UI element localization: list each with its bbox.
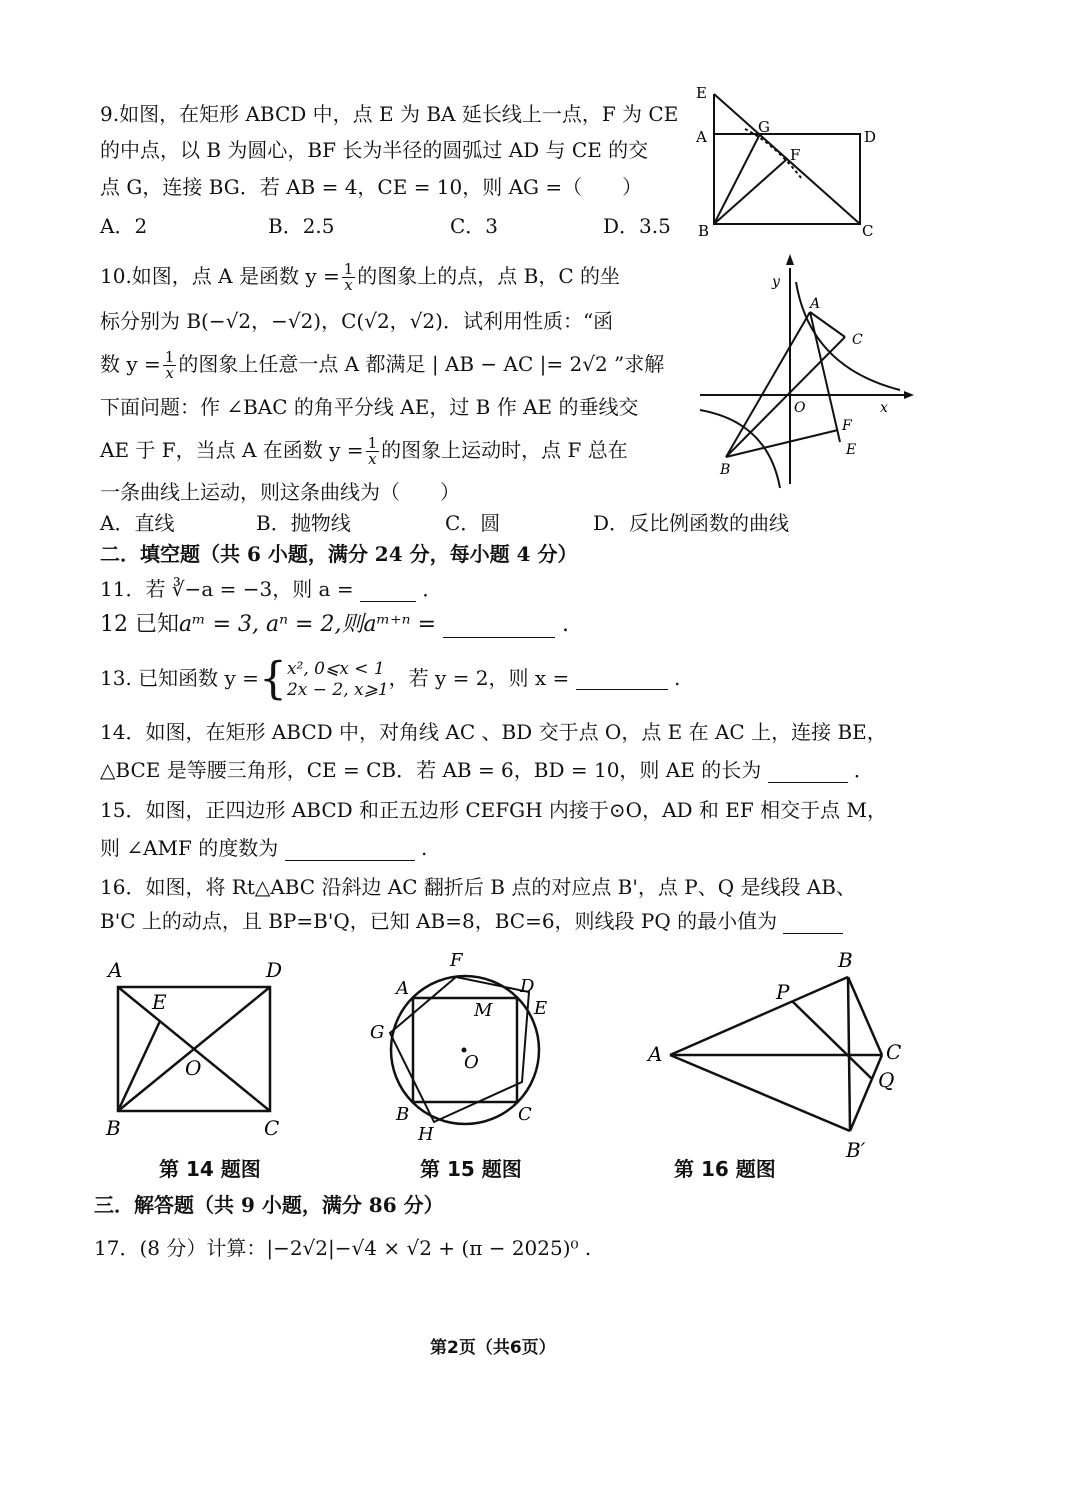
fig15-label-g: G <box>370 1022 385 1043</box>
q15-suffix: . <box>421 836 428 860</box>
q10-label-c: C <box>852 332 863 348</box>
q10-line-3 <box>100 350 664 381</box>
q9-line-bg <box>714 134 760 224</box>
fig14-label-e: E <box>152 990 167 1014</box>
q13-case-1: x², 0⩽x < 1 <box>286 658 385 679</box>
q10-fraction-1 <box>342 262 356 293</box>
fig16-label-p: P <box>776 980 790 1004</box>
q10-option-d: D．反比例函数的曲线 <box>593 511 790 535</box>
q10-label-a: A <box>810 296 821 312</box>
q10-frac-den-2: x <box>165 364 174 382</box>
q15-line-2 <box>100 835 427 861</box>
fig15-label-o: O <box>464 1052 479 1073</box>
q12-expr: aᵐ = 3, aⁿ = 2,则aᵐ⁺ⁿ = <box>179 612 437 637</box>
q10-label-e: E <box>846 442 857 458</box>
fig14-label-c: C <box>264 1116 280 1140</box>
q10-line-3-b: 的图象上任意一点 A 都满足 | AB − AC |= 2√2 ”求解 <box>178 352 665 376</box>
q9-line-1: 9.如图，在矩形 ABCD 中，点 E 为 BA 延长线上一点，F 为 CE <box>100 102 679 126</box>
fig15-label-b: B <box>396 1104 410 1125</box>
fig15-label-a: A <box>396 978 409 999</box>
q10-line-1-b: 的图象上的点，点 B，C 的坐 <box>357 264 621 288</box>
fig14-line-be <box>118 1021 160 1111</box>
q9-figure <box>690 84 890 244</box>
q13 <box>100 652 680 704</box>
q13-suffix: . <box>674 666 681 690</box>
q10-label-f: F <box>842 418 852 434</box>
q10-line-5-a: AE 于 F，当点 A 在函数 y = <box>100 438 364 462</box>
fig14-caption: 第 14 题图 <box>159 1157 261 1181</box>
fig16-line-ab <box>670 977 848 1055</box>
q14-suffix: ． <box>853 758 874 782</box>
q10-line-5 <box>100 436 628 467</box>
fig16-label-q: Q <box>878 1068 895 1092</box>
q10-frac-num-1: 1 <box>343 260 354 278</box>
fig16-caption: 第 16 题图 <box>674 1157 776 1181</box>
q9-line-2: 的中点，以 B 为圆心，BF 长为半径的圆弧过 AD 与 CE 的交 <box>100 138 649 162</box>
q11-expr: ∛−a = −3，则 a = <box>171 577 354 601</box>
q12-prefix: 12 已知 <box>100 612 179 637</box>
q14-answer-blank[interactable] <box>768 762 848 783</box>
fig14-label-b: B <box>106 1116 121 1140</box>
fig14-label-a: A <box>108 958 123 982</box>
q16-answer-blank[interactable] <box>783 913 843 934</box>
q10-line-6: 一条曲线上运动，则这条曲线为（ ） <box>100 480 460 504</box>
q9-line-3: 点 G，连接 BG．若 AB = 4，CE = 10，则 AG =（ ） <box>100 175 643 199</box>
q10-figure <box>700 262 910 492</box>
section-2-heading: 二．填空题（共 6 小题，满分 24 分，每小题 4 分） <box>100 542 578 566</box>
q14-line-2-text: △BCE 是等腰三角形，CE = CB．若 AB = 6，BD = 10，则 AE 的长为 <box>100 758 762 782</box>
fig16-label-c: C <box>886 1040 902 1064</box>
q10-fraction-2 <box>163 350 177 381</box>
fig15-label-d: D <box>520 976 535 997</box>
q12-suffix: . <box>562 612 570 637</box>
q9-label-g: G <box>758 118 770 136</box>
q16-line-2-text: B'C 上的动点，且 BP=B'Q，已知 AB=8，BC=6，则线段 PQ 的最小值为 <box>100 909 778 933</box>
q16-line-1: 16．如图，将 Rt△ABC 沿斜边 AC 翻折后 B 点的对应点 B'，点 P、Q 是线段 AB、 <box>100 875 856 899</box>
fig15-label-e: E <box>534 998 548 1019</box>
fig15-label-c: C <box>518 1104 532 1125</box>
q9-option-b: B．2.5 <box>268 214 335 238</box>
q15-line-2-text: 则 ∠AMF 的度数为 <box>100 836 279 860</box>
fig15-label-h: H <box>418 1124 434 1145</box>
q15-answer-blank[interactable] <box>285 840 415 861</box>
q9-option-d: D．3.5 <box>603 214 671 238</box>
q13-piecewise <box>287 659 389 701</box>
q9-option-a: A．2 <box>100 214 148 238</box>
q10-option-a: A．直线 <box>100 511 175 535</box>
q9-label-f: F <box>790 146 801 164</box>
q10-line-2: 标分别为 B(−√2，−√2)，C(√2，√2)．试利用性质：“函 <box>100 309 614 333</box>
fig15-figure <box>360 948 570 1148</box>
q10-line-1-a: 10.如图，点 A 是函数 y = <box>100 264 340 288</box>
fig16-label-b: B <box>838 948 853 972</box>
q10-x-arrow <box>904 391 914 399</box>
q11-suffix: ． <box>422 577 443 601</box>
q9-label-c: C <box>862 222 874 240</box>
section-3-heading: 三．解答题（共 9 小题，满分 86 分） <box>94 1193 444 1217</box>
q13-brace: { <box>258 653 287 705</box>
q13-middle: ，若 y = 2，则 x = <box>388 666 570 690</box>
fig15-caption: 第 15 题图 <box>420 1157 522 1181</box>
q10-frac-num-3: 1 <box>367 434 378 452</box>
q16-line-2 <box>100 908 843 934</box>
fig14-figure <box>100 955 300 1145</box>
q10-label-o: O <box>794 400 806 416</box>
q13-case-2: 2x − 2, x⩾1 <box>286 679 389 700</box>
fig16-line-bc <box>848 977 882 1055</box>
q9-option-c: C．3 <box>450 214 499 238</box>
q10-frac-den-3: x <box>368 450 377 468</box>
fig16-line-cb-prime <box>850 1055 882 1131</box>
q9-label-a: A <box>696 128 707 146</box>
fig16-line-ab-prime <box>670 1055 850 1131</box>
q14-line-2 <box>100 757 874 783</box>
q10-line-5-b: 的图象上运动时，点 F 总在 <box>381 438 628 462</box>
fig16-line-bb-prime <box>848 977 850 1131</box>
q10-option-b: B．抛物线 <box>256 511 351 535</box>
q10-line-ae <box>810 312 840 442</box>
q13-prefix: 13. 已知函数 y = <box>100 666 259 690</box>
q13-answer-blank[interactable] <box>576 669 668 690</box>
fig15-label-m: M <box>474 1000 493 1021</box>
q10-fraction-3 <box>366 436 380 467</box>
q9-label-d: D <box>864 128 877 146</box>
q10-frac-num-2: 1 <box>164 348 175 366</box>
q9-line-bf <box>714 159 787 224</box>
q9-label-e: E <box>696 84 707 102</box>
fig14-label-d: D <box>266 958 283 982</box>
q10-label-x: x <box>880 400 888 416</box>
q10-label-y: y <box>772 274 780 290</box>
fig16-figure <box>640 945 910 1165</box>
page-footer: 第2页（共6页） <box>430 1338 556 1358</box>
q10-option-c: C．圆 <box>445 511 501 535</box>
q10-frac-den-1: x <box>344 276 353 294</box>
fig16-label-b-prime: B′ <box>846 1138 866 1162</box>
fig14-label-o: O <box>185 1056 202 1080</box>
q11-answer-blank[interactable] <box>360 581 416 602</box>
q11 <box>100 576 442 602</box>
q12-answer-blank[interactable] <box>443 617 555 638</box>
q12 <box>100 612 569 638</box>
fig16-label-a: A <box>648 1042 663 1066</box>
q10-line-4: 下面问题：作 ∠BAC 的角平分线 AE，过 B 作 AE 的垂线交 <box>100 395 639 419</box>
q10-line-bf <box>726 430 838 457</box>
q10-hyperbola-2 <box>700 410 780 488</box>
q9-label-b: B <box>698 222 710 240</box>
q11-prefix: 11．若 <box>100 577 166 601</box>
q15-line-1: 15．如图，正四边形 ABCD 和正五边形 CEFGH 内接于⊙O，AD 和 EF 相交于点 M， <box>100 798 887 822</box>
fig15-label-f: F <box>450 950 463 971</box>
q10-line-1 <box>100 262 620 293</box>
q10-label-b: B <box>720 462 731 478</box>
q17: 17．(8 分）计算：|−2√2|−√4 × √2 + (π − 2025)⁰ . <box>94 1236 592 1260</box>
q10-line-3-a: 数 y = <box>100 352 161 376</box>
fig16-line-pq <box>792 1001 872 1079</box>
q14-line-1: 14．如图，在矩形 ABCD 中，对角线 AC 、BD 交于点 O，点 E 在 AC 上，连接 BE， <box>100 720 887 744</box>
q10-y-arrow <box>786 254 794 265</box>
